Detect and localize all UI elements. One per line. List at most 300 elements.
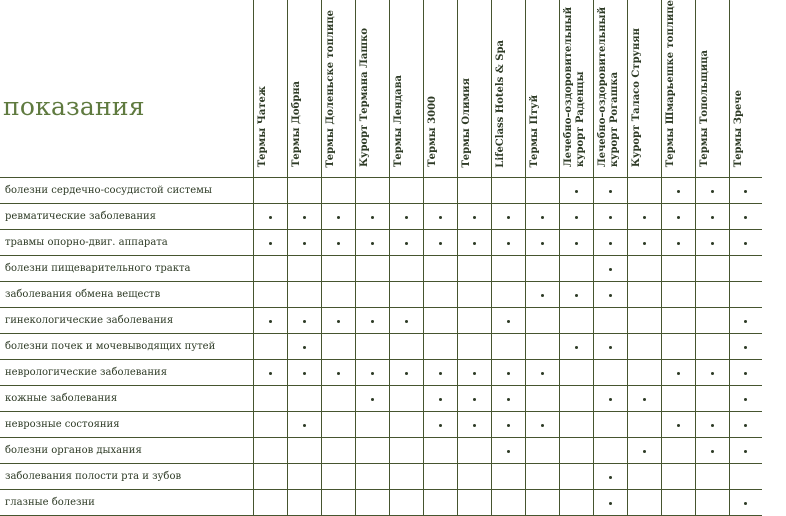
matrix-cell (389, 282, 423, 308)
matrix-cell (559, 490, 593, 516)
matrix-cell (457, 438, 491, 464)
matrix-cell (287, 360, 321, 386)
indication-label: неврологические заболевания (0, 360, 253, 386)
matrix-cell (457, 204, 491, 230)
matrix-cell (253, 464, 287, 490)
matrix-cell (457, 412, 491, 438)
spa-name: Лечебно–оздоровительный курорт Рогашка (597, 7, 620, 168)
matrix-cell (355, 256, 389, 282)
bullet-marker (439, 216, 442, 219)
bullet-marker (541, 424, 544, 427)
indication-label: ревматические заболевания (0, 204, 253, 230)
matrix-cell (423, 308, 457, 334)
matrix-cell (423, 360, 457, 386)
matrix-cell (253, 204, 287, 230)
spa-name: Курорт Таласо Струнян (631, 28, 642, 168)
matrix-cell (491, 464, 525, 490)
indication-row (0, 256, 762, 282)
matrix-cell (695, 490, 729, 516)
matrix-cell (491, 360, 525, 386)
bullet-marker (744, 450, 747, 453)
bullet-marker (744, 398, 747, 401)
bullet-marker (643, 242, 646, 245)
bullet-marker (711, 424, 714, 427)
matrix-cell (661, 334, 695, 360)
matrix-cell (321, 178, 355, 204)
matrix-cell (355, 334, 389, 360)
bullet-marker (507, 372, 510, 375)
matrix-cell (287, 490, 321, 516)
matrix-cell (695, 256, 729, 282)
matrix-cell (729, 412, 762, 438)
bullet-marker (337, 320, 340, 323)
matrix-cell (389, 334, 423, 360)
matrix-cell (525, 464, 559, 490)
bullet-marker (643, 216, 646, 219)
indications-body (0, 178, 762, 516)
matrix-cell (253, 490, 287, 516)
bullet-marker (371, 242, 374, 245)
matrix-cell (593, 360, 627, 386)
indication-label: заболевания полости рта и зубов (0, 464, 253, 490)
matrix-cell (389, 386, 423, 412)
matrix-cell (661, 308, 695, 334)
matrix-cell (457, 360, 491, 386)
matrix-cell (389, 256, 423, 282)
indication-row (0, 464, 762, 490)
matrix-cell (491, 178, 525, 204)
spa-name: Курорт Термана Лашко (359, 28, 370, 168)
matrix-cell (355, 412, 389, 438)
matrix-cell (661, 438, 695, 464)
spa-name: Термы Птуй (529, 94, 540, 168)
bullet-marker (439, 398, 442, 401)
matrix-cell (321, 308, 355, 334)
matrix-cell (389, 308, 423, 334)
bullet-marker (541, 294, 544, 297)
spa-column-header (661, 0, 695, 178)
matrix-cell (559, 256, 593, 282)
spa-name: Термы Топольщица (699, 50, 710, 168)
matrix-cell (389, 438, 423, 464)
bullet-marker (269, 320, 272, 323)
matrix-cell (423, 204, 457, 230)
bullet-marker (609, 502, 612, 505)
matrix-cell (321, 438, 355, 464)
matrix-cell (457, 178, 491, 204)
matrix-cell (525, 412, 559, 438)
indication-row (0, 282, 762, 308)
bullet-marker (677, 372, 680, 375)
bullet-marker (711, 216, 714, 219)
matrix-cell (355, 490, 389, 516)
matrix-cell (593, 412, 627, 438)
indication-label: болезни сердечно-сосудистой системы (0, 178, 253, 204)
matrix-cell (695, 282, 729, 308)
matrix-cell (321, 464, 355, 490)
bullet-marker (643, 398, 646, 401)
matrix-cell (661, 464, 695, 490)
bullet-marker (541, 372, 544, 375)
matrix-cell (355, 386, 389, 412)
bullet-marker (337, 372, 340, 375)
indication-row (0, 438, 762, 464)
matrix-cell (389, 204, 423, 230)
matrix-cell (423, 334, 457, 360)
spa-header-row (0, 0, 762, 178)
matrix-cell (253, 360, 287, 386)
bullet-marker (303, 242, 306, 245)
matrix-cell (287, 178, 321, 204)
matrix-cell (389, 464, 423, 490)
matrix-cell (253, 178, 287, 204)
matrix-cell (729, 490, 762, 516)
matrix-cell (389, 490, 423, 516)
bullet-marker (575, 190, 578, 193)
matrix-cell (729, 386, 762, 412)
spa-name: Термы 3000 (427, 96, 438, 168)
matrix-cell (695, 464, 729, 490)
matrix-cell (695, 178, 729, 204)
matrix-cell (729, 230, 762, 256)
matrix-cell (661, 256, 695, 282)
bullet-marker (677, 424, 680, 427)
matrix-cell (593, 256, 627, 282)
matrix-cell (457, 386, 491, 412)
spa-name: Термы Доленьске топлице (325, 9, 336, 168)
matrix-cell (457, 334, 491, 360)
bullet-marker (609, 346, 612, 349)
matrix-cell (423, 464, 457, 490)
matrix-cell (457, 490, 491, 516)
matrix-cell (525, 490, 559, 516)
matrix-cell (457, 282, 491, 308)
matrix-cell (695, 334, 729, 360)
matrix-cell (423, 386, 457, 412)
indication-label: неврозные состояния (0, 412, 253, 438)
bullet-marker (711, 190, 714, 193)
matrix-cell (559, 204, 593, 230)
indication-row (0, 204, 762, 230)
matrix-cell (287, 256, 321, 282)
matrix-cell (627, 334, 661, 360)
bullet-marker (405, 320, 408, 323)
matrix-cell (355, 308, 389, 334)
indication-row (0, 308, 762, 334)
matrix-cell (423, 438, 457, 464)
matrix-cell (593, 438, 627, 464)
matrix-cell (525, 204, 559, 230)
matrix-cell (593, 386, 627, 412)
matrix-cell (355, 438, 389, 464)
bullet-marker (473, 242, 476, 245)
matrix-cell (491, 308, 525, 334)
indication-label: кожные заболевания (0, 386, 253, 412)
indication-row (0, 386, 762, 412)
matrix-cell (287, 464, 321, 490)
matrix-cell (729, 334, 762, 360)
corner-cell (0, 0, 253, 178)
bullet-marker (711, 450, 714, 453)
bullet-marker (677, 242, 680, 245)
spa-name: Термы Лендава (393, 75, 404, 168)
matrix-cell (525, 360, 559, 386)
spa-name: LifeClass Hotels & Spa (495, 39, 506, 168)
matrix-cell (729, 282, 762, 308)
matrix-cell (593, 334, 627, 360)
bullet-marker (371, 398, 374, 401)
matrix-cell (627, 178, 661, 204)
bullet-marker (303, 346, 306, 349)
bullet-marker (473, 216, 476, 219)
bullet-marker (609, 268, 612, 271)
indication-label: болезни пищеварительного тракта (0, 256, 253, 282)
bullet-marker (303, 424, 306, 427)
spa-column-header (321, 0, 355, 178)
spa-column-header (287, 0, 321, 178)
bullet-marker (744, 190, 747, 193)
bullet-marker (473, 424, 476, 427)
matrix-cell (423, 230, 457, 256)
bullet-marker (744, 216, 747, 219)
matrix-cell (695, 230, 729, 256)
matrix-cell (559, 438, 593, 464)
page-title: показания (3, 92, 145, 121)
matrix-cell (423, 256, 457, 282)
bullet-marker (337, 242, 340, 245)
spa-name: Лечебно–оздоровительный курорт Раденцы (563, 7, 586, 168)
spa-column-header (423, 0, 457, 178)
matrix-cell (661, 230, 695, 256)
spa-column-header (491, 0, 525, 178)
matrix-cell (627, 230, 661, 256)
matrix-cell (355, 178, 389, 204)
matrix-cell (729, 438, 762, 464)
matrix-cell (321, 230, 355, 256)
matrix-cell (593, 230, 627, 256)
matrix-cell (559, 308, 593, 334)
bullet-marker (744, 320, 747, 323)
bullet-marker (609, 242, 612, 245)
bullet-marker (269, 216, 272, 219)
matrix-cell (253, 230, 287, 256)
matrix-cell (627, 256, 661, 282)
bullet-marker (575, 294, 578, 297)
matrix-cell (457, 464, 491, 490)
bullet-marker (677, 216, 680, 219)
matrix-cell (729, 256, 762, 282)
matrix-cell (695, 438, 729, 464)
matrix-cell (661, 386, 695, 412)
matrix-cell (321, 490, 355, 516)
bullet-marker (303, 372, 306, 375)
indication-row (0, 360, 762, 386)
matrix-cell (559, 230, 593, 256)
bullet-marker (575, 346, 578, 349)
bullet-marker (439, 372, 442, 375)
matrix-cell (525, 178, 559, 204)
bullet-marker (507, 450, 510, 453)
matrix-cell (491, 256, 525, 282)
matrix-cell (627, 308, 661, 334)
matrix-cell (355, 360, 389, 386)
matrix-cell (321, 204, 355, 230)
matrix-cell (253, 438, 287, 464)
matrix-cell (287, 412, 321, 438)
spa-column-header (525, 0, 559, 178)
bullet-marker (744, 346, 747, 349)
spa-name: Термы Зрече (732, 89, 744, 168)
matrix-cell (321, 334, 355, 360)
matrix-cell (627, 438, 661, 464)
spa-column-header (627, 0, 661, 178)
indication-row (0, 412, 762, 438)
matrix-cell (423, 282, 457, 308)
matrix-cell (627, 282, 661, 308)
matrix-cell (593, 308, 627, 334)
matrix-cell (423, 412, 457, 438)
matrix-cell (627, 204, 661, 230)
matrix-cell (287, 282, 321, 308)
matrix-cell (321, 386, 355, 412)
matrix-cell (457, 256, 491, 282)
spa-name: Термы Чатеж (257, 85, 268, 168)
matrix-cell (559, 464, 593, 490)
matrix-cell (253, 334, 287, 360)
indication-row (0, 490, 762, 516)
spa-column-header (253, 0, 287, 178)
bullet-marker (609, 216, 612, 219)
matrix-cell (525, 308, 559, 334)
matrix-cell (661, 204, 695, 230)
spa-column-header (457, 0, 491, 178)
matrix-cell (253, 412, 287, 438)
bullet-marker (405, 242, 408, 245)
spa-name: Термы Добрна (291, 81, 302, 168)
matrix-cell (593, 490, 627, 516)
spa-column-header (593, 0, 627, 178)
matrix-cell (695, 360, 729, 386)
bullet-marker (744, 242, 747, 245)
bullet-marker (609, 190, 612, 193)
matrix-cell (355, 204, 389, 230)
indication-label: болезни органов дыхания (0, 438, 253, 464)
bullet-marker (507, 216, 510, 219)
matrix-cell (491, 334, 525, 360)
matrix-cell (389, 230, 423, 256)
matrix-cell (559, 360, 593, 386)
matrix-cell (661, 412, 695, 438)
bullet-marker (405, 216, 408, 219)
bullet-marker (269, 242, 272, 245)
matrix-cell (491, 438, 525, 464)
bullet-marker (439, 424, 442, 427)
matrix-cell (491, 230, 525, 256)
bullet-marker (643, 450, 646, 453)
matrix-cell (593, 282, 627, 308)
matrix-cell (729, 308, 762, 334)
indication-label: гинекологические заболевания (0, 308, 253, 334)
spa-column-header (729, 0, 762, 178)
matrix-cell (627, 360, 661, 386)
matrix-cell (321, 282, 355, 308)
indication-label: заболевания обмена веществ (0, 282, 253, 308)
bullet-marker (507, 320, 510, 323)
matrix-cell (253, 256, 287, 282)
matrix-cell (321, 256, 355, 282)
bullet-marker (405, 372, 408, 375)
bullet-marker (711, 372, 714, 375)
bullet-marker (371, 320, 374, 323)
bullet-marker (303, 320, 306, 323)
bullet-marker (609, 476, 612, 479)
indication-label: глазные болезни (0, 490, 253, 516)
matrix-cell (355, 230, 389, 256)
matrix-cell (729, 360, 762, 386)
matrix-cell (593, 464, 627, 490)
matrix-cell (491, 386, 525, 412)
matrix-cell (321, 360, 355, 386)
spa-name: Термы Олимия (461, 77, 472, 168)
matrix-cell (287, 308, 321, 334)
spa-column-header (559, 0, 593, 178)
matrix-cell (559, 282, 593, 308)
matrix-cell (627, 386, 661, 412)
bullet-marker (744, 502, 747, 505)
bullet-marker (575, 216, 578, 219)
matrix-cell (253, 308, 287, 334)
matrix-cell (355, 282, 389, 308)
matrix-cell (729, 178, 762, 204)
matrix-cell (661, 282, 695, 308)
matrix-cell (525, 230, 559, 256)
matrix-cell (287, 230, 321, 256)
bullet-marker (303, 216, 306, 219)
matrix-cell (695, 386, 729, 412)
matrix-cell (287, 334, 321, 360)
matrix-cell (287, 204, 321, 230)
bullet-marker (473, 372, 476, 375)
matrix-cell (559, 412, 593, 438)
matrix-cell (491, 412, 525, 438)
matrix-cell (627, 412, 661, 438)
matrix-cell (457, 308, 491, 334)
matrix-cell (695, 412, 729, 438)
bullet-marker (541, 242, 544, 245)
indication-label: травмы опорно-двиг. аппарата (0, 230, 253, 256)
matrix-cell (661, 360, 695, 386)
matrix-cell (593, 178, 627, 204)
bullet-marker (371, 216, 374, 219)
matrix-cell (491, 204, 525, 230)
matrix-cell (457, 230, 491, 256)
bullet-marker (269, 372, 272, 375)
matrix-cell (389, 178, 423, 204)
matrix-cell (525, 334, 559, 360)
indication-row (0, 178, 762, 204)
matrix-cell (729, 204, 762, 230)
matrix-cell (287, 386, 321, 412)
matrix-cell (491, 490, 525, 516)
matrix-cell (355, 464, 389, 490)
matrix-cell (253, 282, 287, 308)
indication-row (0, 230, 762, 256)
bullet-marker (677, 190, 680, 193)
matrix-cell (559, 334, 593, 360)
matrix-cell (627, 464, 661, 490)
bullet-marker (541, 216, 544, 219)
bullet-marker (507, 242, 510, 245)
